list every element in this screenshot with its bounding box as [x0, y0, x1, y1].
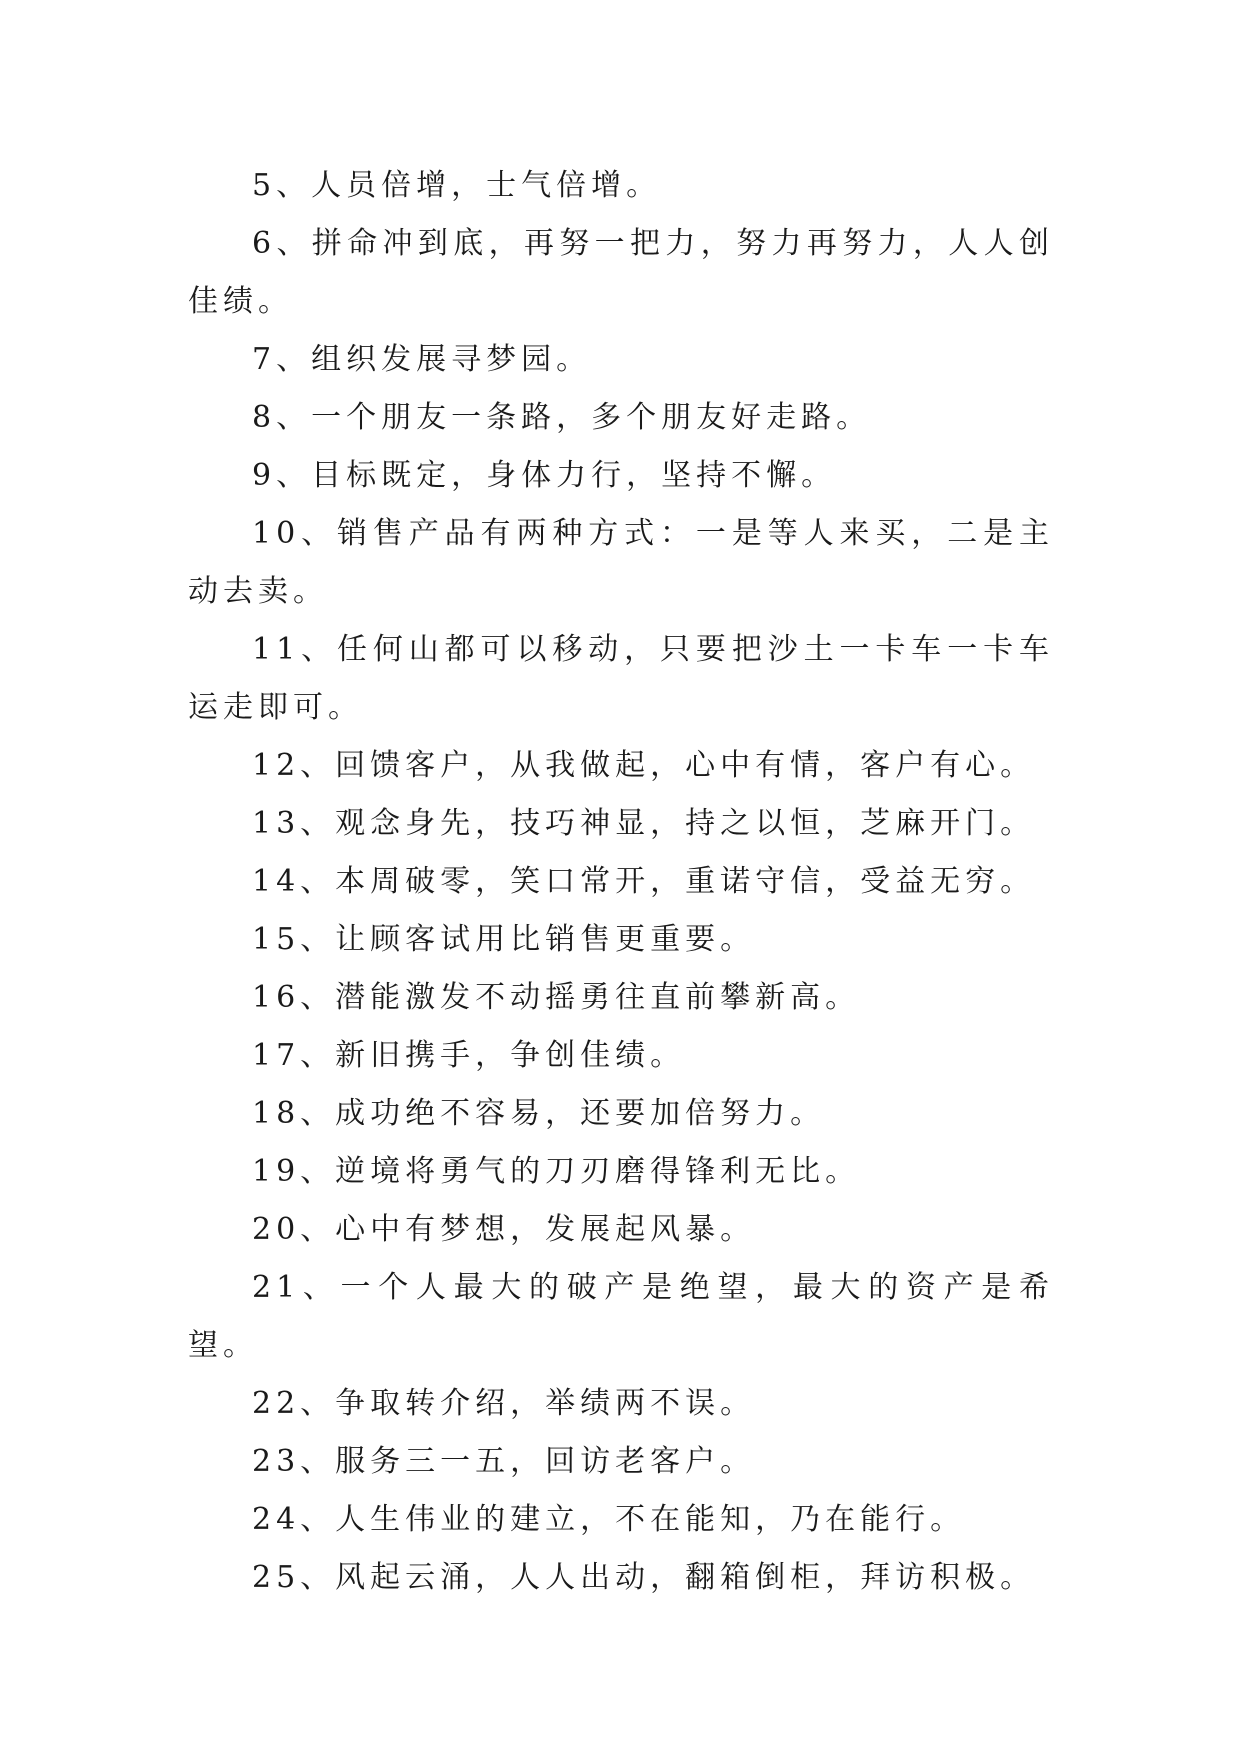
paragraph: 17、新旧携手，争创佳绩。: [252, 1038, 686, 1073]
paragraph: 9、目标既定，身体力行，坚持不懈。: [252, 458, 837, 493]
paragraph: 23、服务三一五，回访老客户。: [252, 1444, 756, 1479]
paragraph: 20、心中有梦想，发展起风暴。: [252, 1212, 756, 1247]
paragraph: 13、观念身先，技巧神显，持之以恒，芝麻开门。: [252, 806, 1036, 841]
document-body: [188, 157, 1054, 1607]
paragraph: 24、人生伟业的建立，不在能知，乃在能行。: [252, 1502, 966, 1537]
paragraph: 22、争取转介绍，举绩两不误。: [252, 1386, 756, 1421]
paragraph: 21、一个人最大的破产是绝望，最大的资产是希望。: [188, 1270, 1054, 1363]
paragraph: 15、让顾客试用比销售更重要。: [252, 922, 756, 957]
paragraph: 7、组织发展寻梦园。: [252, 342, 592, 377]
paragraph: 10、销售产品有两种方式：一是等人来买，二是主动去卖。: [188, 516, 1054, 609]
paragraph: 12、回馈客户，从我做起，心中有情，客户有心。: [252, 748, 1036, 783]
paragraph: 8、一个朋友一条路，多个朋友好走路。: [252, 400, 872, 435]
paragraph: 25、风起云涌，人人出动，翻箱倒柜，拜访积极。: [252, 1560, 1036, 1595]
paragraph: 11、任何山都可以移动，只要把沙土一卡车一卡车运走即可。: [188, 632, 1054, 725]
paragraph: 18、成功绝不容易，还要加倍努力。: [252, 1096, 826, 1131]
paragraph: 5、人员倍增，士气倍增。: [252, 168, 662, 203]
paragraph: 19、逆境将勇气的刀刃磨得锋利无比。: [252, 1154, 861, 1189]
paragraph: 6、拼命冲到底，再努一把力，努力再努力，人人创佳绩。: [188, 226, 1054, 319]
paragraph: 14、本周破零，笑口常开，重诺守信，受益无穷。: [252, 864, 1036, 899]
paragraph: 16、潜能激发不动摇勇往直前攀新高。: [252, 980, 861, 1015]
